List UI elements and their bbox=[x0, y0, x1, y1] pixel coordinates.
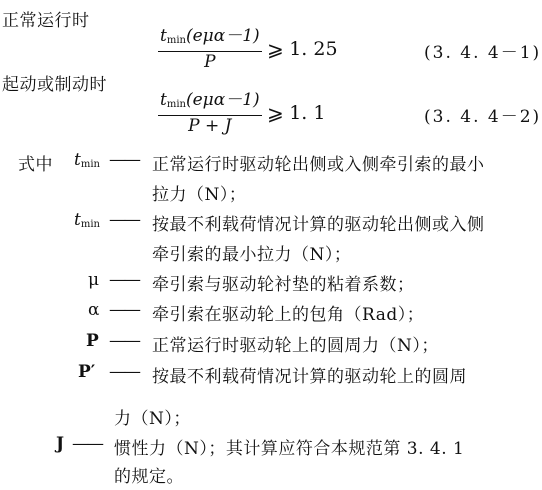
formula-1-value: 1. 25 bbox=[289, 38, 338, 60]
definition-j-line2: 的规定。 bbox=[114, 467, 184, 487]
dash-j: —— bbox=[72, 434, 102, 454]
symbol-j: J bbox=[56, 434, 65, 454]
definition-j-line1: 惯性力（N）；其计算应符合本规范第 3. 4. 1 bbox=[114, 439, 465, 459]
where-label: 式中 bbox=[18, 155, 53, 175]
symbol-alpha: α bbox=[88, 300, 100, 320]
dash-p: —— bbox=[109, 331, 139, 351]
definition-tmin-1-line1: 正常运行时驱动轮出侧或入侧牵引索的最小 bbox=[152, 155, 485, 175]
definition-p-prime-line2: 力（N）； bbox=[114, 409, 191, 429]
formula-2-numerator: $t_{min}(e\mu\alpha-1)$ bbox=[158, 90, 262, 116]
formula-1-numerator: $t_{min}(e\mu\alpha-1)$ bbox=[158, 26, 262, 52]
formula-2-denominator: P + J bbox=[188, 116, 232, 136]
definition-alpha: 牵引索在驱动轮上的包角（Rad）； bbox=[152, 305, 425, 325]
equation-number-2: (3. 4. 4－2) bbox=[424, 107, 542, 127]
dash-alpha: —— bbox=[109, 300, 139, 320]
symbol-tmin-2: $t_{min}$ bbox=[74, 210, 100, 230]
formula-2-relation: ⩾ bbox=[267, 101, 284, 125]
dash-mu: —— bbox=[109, 270, 139, 290]
formula-2-value: 1. 1 bbox=[289, 102, 326, 124]
definition-p-prime-line1: 按最不利载荷情况计算的驱动轮上的圆周 bbox=[152, 367, 467, 387]
definition-mu: 牵引索与驱动轮衬垫的粘着系数； bbox=[152, 275, 415, 295]
definition-tmin-1-line2: 拉力（N）； bbox=[152, 185, 247, 205]
symbol-tmin-1: $t_{min}$ bbox=[74, 150, 100, 170]
dash-p-prime: —— bbox=[109, 362, 139, 382]
heading-normal-operation: 正常运行时 bbox=[2, 11, 90, 31]
equation-number-1: (3. 4. 4－1) bbox=[424, 43, 542, 63]
formula-1-denominator: P bbox=[204, 52, 216, 72]
definition-tmin-2-line2: 牵引索的最小拉力（N）； bbox=[152, 245, 352, 265]
symbol-p: P bbox=[86, 331, 99, 351]
dash-tmin-1: —— bbox=[109, 150, 139, 170]
formula-2 bbox=[158, 90, 325, 136]
heading-start-brake: 起动或制动时 bbox=[2, 75, 107, 95]
formula-1-relation: ⩾ bbox=[267, 37, 284, 61]
symbol-p-prime: P′ bbox=[78, 362, 96, 382]
formula-1 bbox=[158, 26, 338, 72]
symbol-mu: μ bbox=[88, 270, 100, 290]
dash-tmin-2: —— bbox=[109, 210, 139, 230]
definition-tmin-2-line1: 按最不利载荷情况计算的驱动轮出侧或入侧 bbox=[152, 215, 485, 235]
definition-p: 正常运行时驱动轮上的圆周力（N）； bbox=[152, 336, 439, 356]
formula-2-fraction bbox=[158, 90, 262, 136]
formula-1-fraction bbox=[158, 26, 262, 72]
